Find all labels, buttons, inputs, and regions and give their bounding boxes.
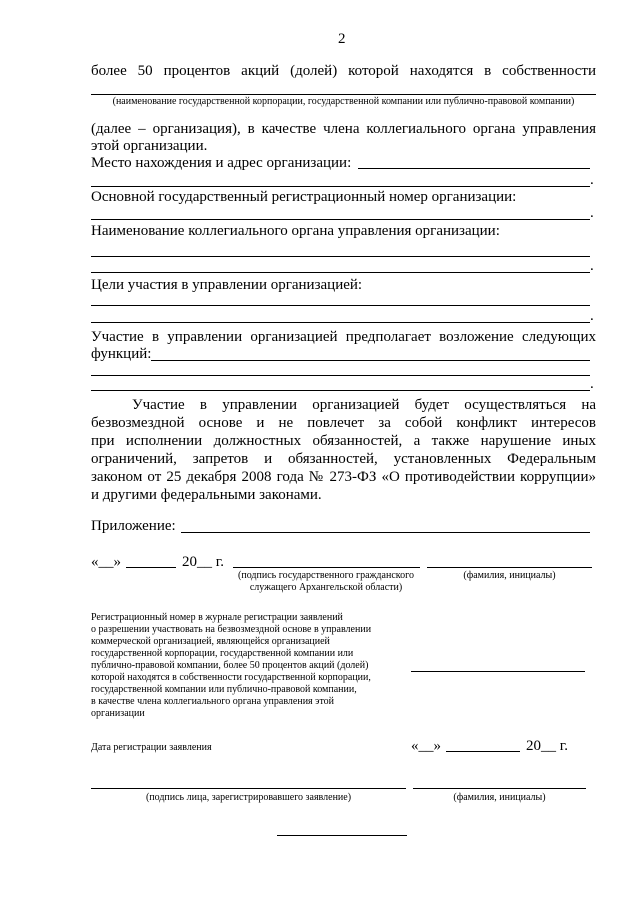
registration-date-open: «__»	[411, 738, 441, 754]
functions-line2: функций:	[91, 346, 152, 362]
functions-line-a	[151, 360, 590, 361]
ogrn-line	[91, 219, 590, 220]
statement-line6: и другими федеральными законами.	[91, 487, 322, 503]
goals-line-1	[91, 305, 590, 306]
address-period: .	[590, 172, 594, 188]
body-label: Наименование коллегиального органа управления организации:	[91, 223, 500, 239]
date-year: 20__ г.	[182, 554, 224, 570]
para1-line1: более 50 процентов акций (долей) которой находятся в собственности	[91, 63, 596, 79]
name-caption: (фамилия, инициалы)	[463, 570, 556, 581]
registration-date-year: 20__ г.	[526, 738, 568, 754]
registrar-signature-caption: (подпись лица, зарегистрировавшего заявление)	[145, 792, 352, 803]
goals-label: Цели участия в управлении организацией:	[91, 277, 363, 293]
ogrn-period: .	[590, 205, 594, 221]
registration-line-5: которой находятся в собственности государственной корпорации,	[91, 672, 371, 683]
registration-line-1: о разрешении участвовать на безвозмездной основе в управлении	[91, 624, 372, 635]
signature-caption-2: служащего Архангельской области)	[249, 582, 403, 593]
statement-line1: Участие в управлении организацией будет осуществляться на	[132, 397, 596, 413]
body-line-2	[91, 272, 590, 273]
registration-line-8: организации	[91, 708, 145, 719]
goals-line-2	[91, 322, 590, 323]
page-number: 2	[338, 31, 346, 47]
functions-line1: Участие в управлении организацией предполагает возложение следующих	[91, 329, 596, 345]
signature-caption-1: (подпись государственного гражданского	[238, 570, 414, 581]
name-line	[427, 567, 592, 568]
body-line-1	[91, 256, 590, 257]
signature-line	[233, 567, 420, 568]
registration-number-line	[411, 671, 585, 672]
para1-line2: (далее – организация), в качестве члена коллегиального органа управления	[91, 121, 596, 137]
registration-month-line	[446, 751, 520, 752]
statement-line4: ограничений, запретов и обязанностей, установленных Федеральным	[91, 451, 596, 467]
functions-line-c	[91, 390, 590, 391]
org-name-caption: (наименование государственной корпорации, государственной компании или публично-правовой компании)	[112, 96, 575, 107]
statement-line3: при исполнении должностных обязанностей, а также нарушение иных	[91, 433, 596, 449]
closing-separator	[277, 835, 407, 836]
body-period: .	[590, 258, 594, 274]
para1-line3: этой организации.	[91, 138, 208, 154]
functions-line-b	[91, 375, 590, 376]
registration-line-7: в качестве члена коллегиального органа управления этой	[91, 696, 335, 707]
date-month-line	[126, 567, 176, 568]
attachment-label: Приложение:	[91, 518, 176, 534]
statement-line2: безвозмездной основе и не повлечет за собой конфликт интересов	[91, 415, 596, 431]
statement-line5: законом от 25 декабря 2008 года № 273-ФЗ «О противодействии коррупции»	[91, 469, 596, 485]
org-name-line	[91, 94, 596, 95]
registration-line-4: публично-правовой компании, более 50 процентов акций (долей)	[91, 660, 369, 671]
registration-line-6: государственной компании или публично-правовой компании,	[91, 684, 357, 695]
functions-period: .	[590, 376, 594, 392]
address-line-1	[358, 168, 590, 169]
ogrn-label: Основной государственный регистрационный номер организации:	[91, 189, 517, 205]
registrar-name-caption: (фамилия, инициалы)	[453, 792, 546, 803]
registrar-name-line	[413, 788, 586, 789]
attachment-line	[181, 532, 590, 533]
address-line-2	[91, 186, 590, 187]
registrar-signature-line	[91, 788, 406, 789]
date-open: «__»	[91, 554, 121, 570]
registration-line-3: государственной корпорации, государственной компании или	[91, 648, 354, 659]
goals-period: .	[590, 308, 594, 324]
address-label: Место нахождения и адрес организации:	[91, 155, 352, 171]
registration-date-label: Дата регистрации заявления	[91, 742, 212, 753]
registration-line-0: Регистрационный номер в журнале регистрации заявлений	[91, 612, 343, 623]
registration-line-2: коммерческой организацией, являющейся организацией	[91, 636, 330, 647]
